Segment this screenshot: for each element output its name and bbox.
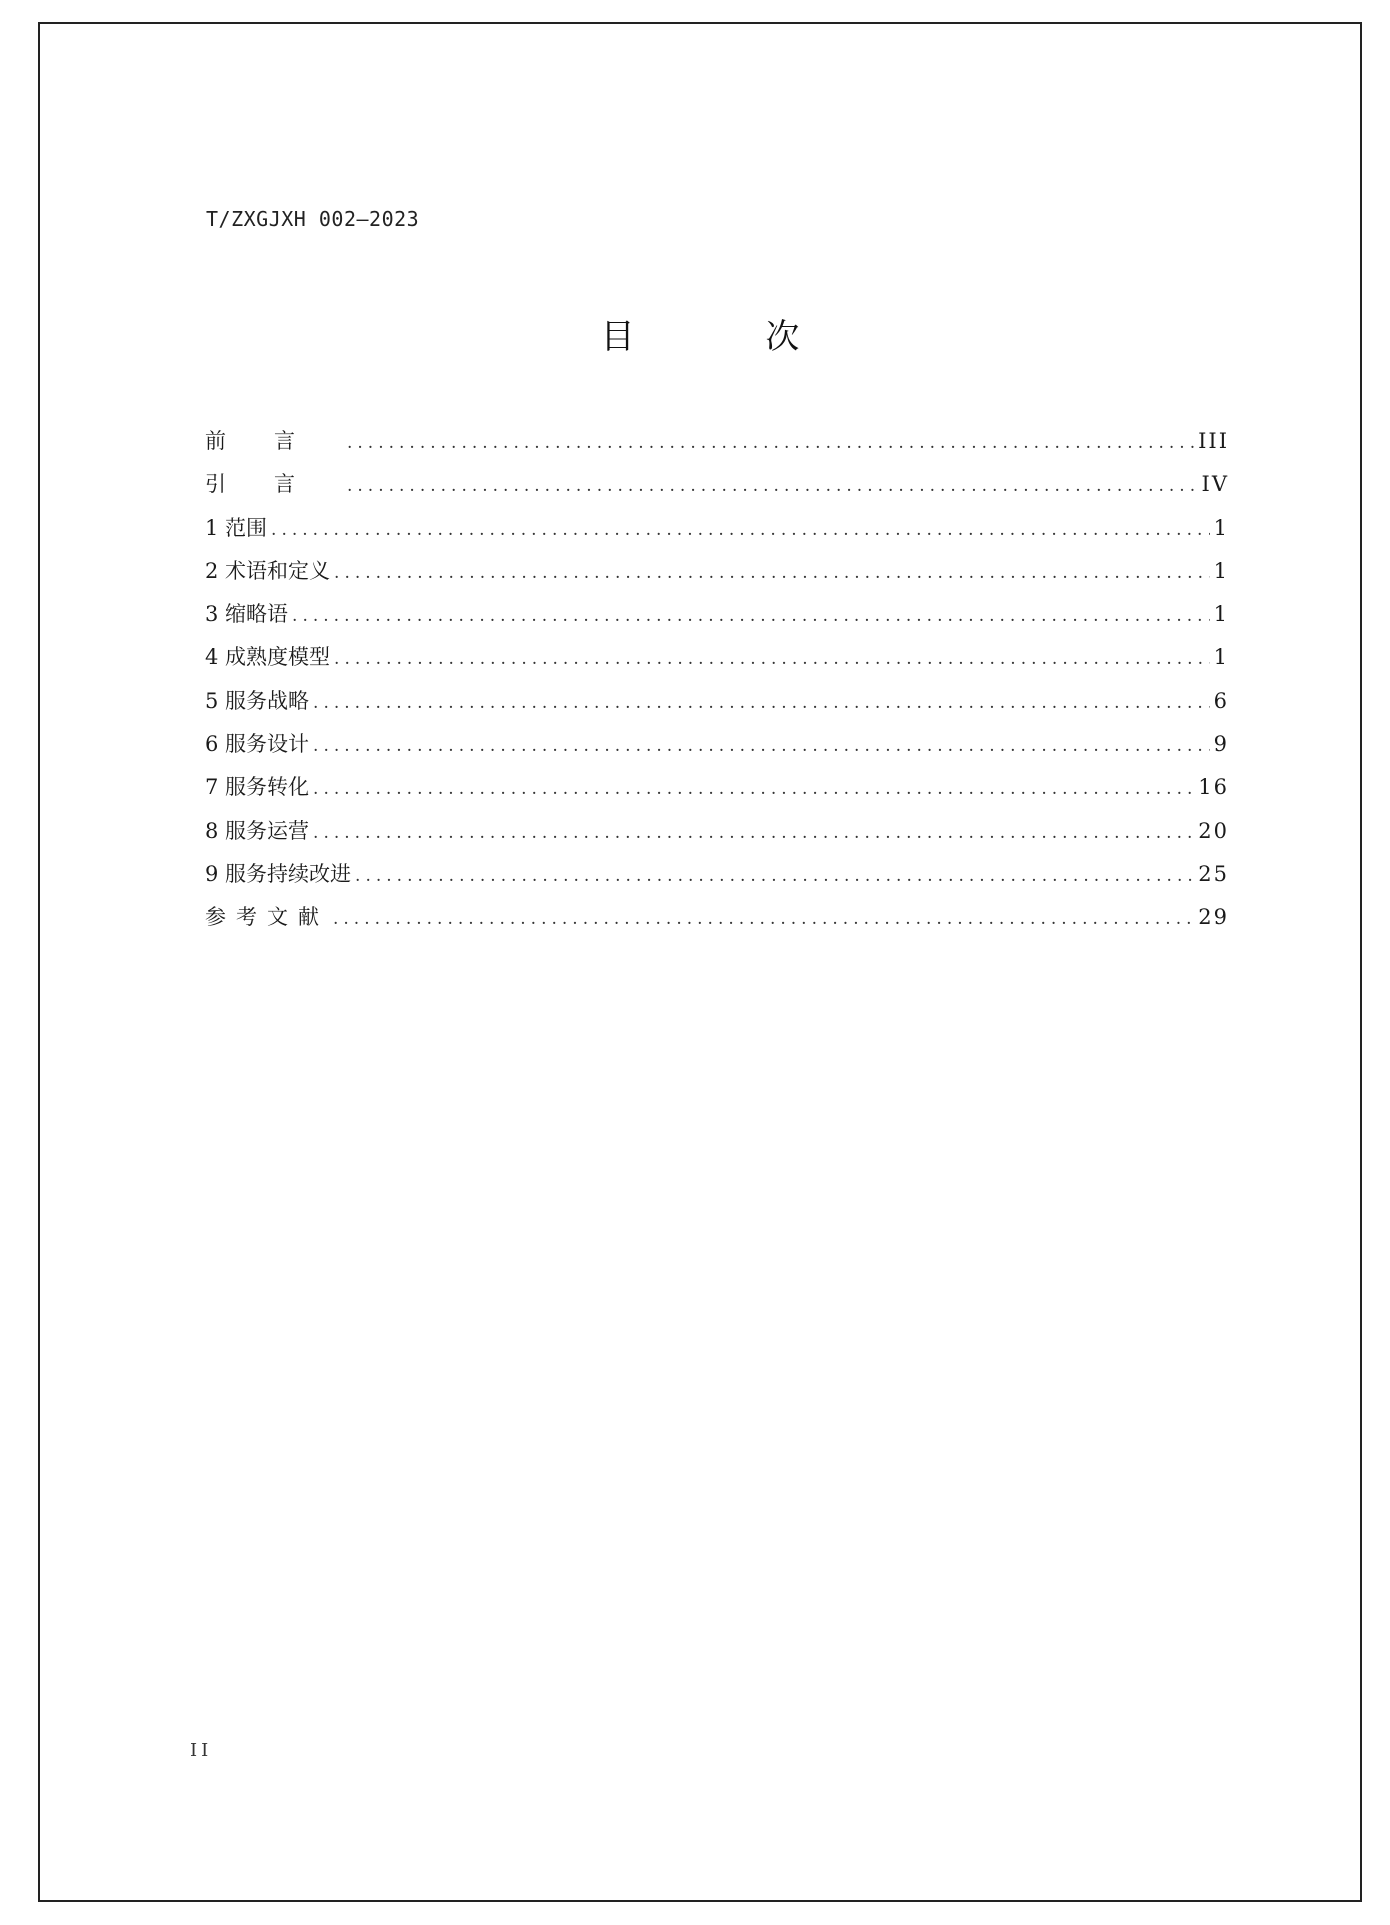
toc-dot-leader [313, 682, 1210, 725]
toc-entry-label: 3 缩略语 [205, 602, 289, 627]
toc-title: 目 次 [600, 317, 860, 357]
toc-entry-label: 参考文献 [205, 905, 329, 930]
toc-entry-label: 4 成熟度模型 [205, 645, 331, 670]
toc-entry-page: 1 [1213, 558, 1229, 583]
toc-dot-leader [334, 638, 1210, 681]
toc-dot-leader [355, 855, 1194, 898]
toc-entry-service-transition[interactable] [205, 766, 1229, 809]
page-frame [38, 22, 1362, 1902]
toc-entry-page: 1 [1213, 515, 1229, 540]
toc-entry-page: III [1198, 429, 1229, 453]
footer-page-number: II [190, 1740, 213, 1761]
toc-entry-service-design[interactable] [205, 723, 1229, 766]
toc-entry-label: 引言 [205, 472, 343, 497]
toc-entry-label: 5 服务战略 [205, 688, 310, 713]
toc-entry-label: 前言 [205, 429, 343, 453]
toc-dot-leader [271, 509, 1210, 552]
toc-entry-page: 9 [1213, 732, 1229, 757]
toc-entry-page: 20 [1198, 818, 1229, 843]
toc-entry-service-strategy[interactable] [205, 680, 1229, 723]
toc-entry-label: 7 服务转化 [205, 775, 310, 800]
toc-entry-bibliography[interactable] [205, 896, 1229, 939]
toc-entry-introduction[interactable] [205, 463, 1229, 506]
toc-dot-leader [333, 898, 1194, 941]
toc-entry-label: 1 范围 [205, 515, 268, 540]
toc-entry-abbreviations[interactable] [205, 593, 1229, 636]
toc-entry-label: 8 服务运营 [205, 818, 310, 843]
toc-entry-page: 29 [1198, 905, 1229, 930]
toc-dot-leader [347, 422, 1194, 465]
toc-entry-terms[interactable] [205, 550, 1229, 593]
toc-dot-leader [313, 725, 1210, 768]
toc-entry-page: IV [1201, 472, 1229, 497]
toc-entry-scope[interactable] [205, 507, 1229, 550]
toc-entry-foreword[interactable] [205, 420, 1229, 463]
toc-dot-leader [313, 768, 1194, 811]
toc-dot-leader [334, 552, 1210, 595]
toc-entry-page: 1 [1213, 602, 1229, 627]
table-of-contents [205, 420, 1229, 940]
toc-entry-page: 6 [1213, 688, 1229, 713]
toc-entry-continual-improvement[interactable] [205, 853, 1229, 896]
toc-entry-page: 1 [1213, 645, 1229, 670]
toc-dot-leader [313, 812, 1194, 855]
toc-entry-page: 16 [1198, 775, 1229, 800]
toc-entry-label: 6 服务设计 [205, 732, 310, 757]
toc-entry-label: 2 术语和定义 [205, 558, 331, 583]
document-code: T/ZXGJXH 002—2023 [206, 207, 420, 231]
toc-entry-maturity-model[interactable] [205, 636, 1229, 679]
toc-entry-label: 9 服务持续改进 [205, 861, 352, 886]
toc-entry-page: 25 [1198, 861, 1229, 886]
toc-entry-service-operation[interactable] [205, 810, 1229, 853]
toc-dot-leader [347, 465, 1198, 508]
toc-dot-leader [292, 595, 1210, 638]
